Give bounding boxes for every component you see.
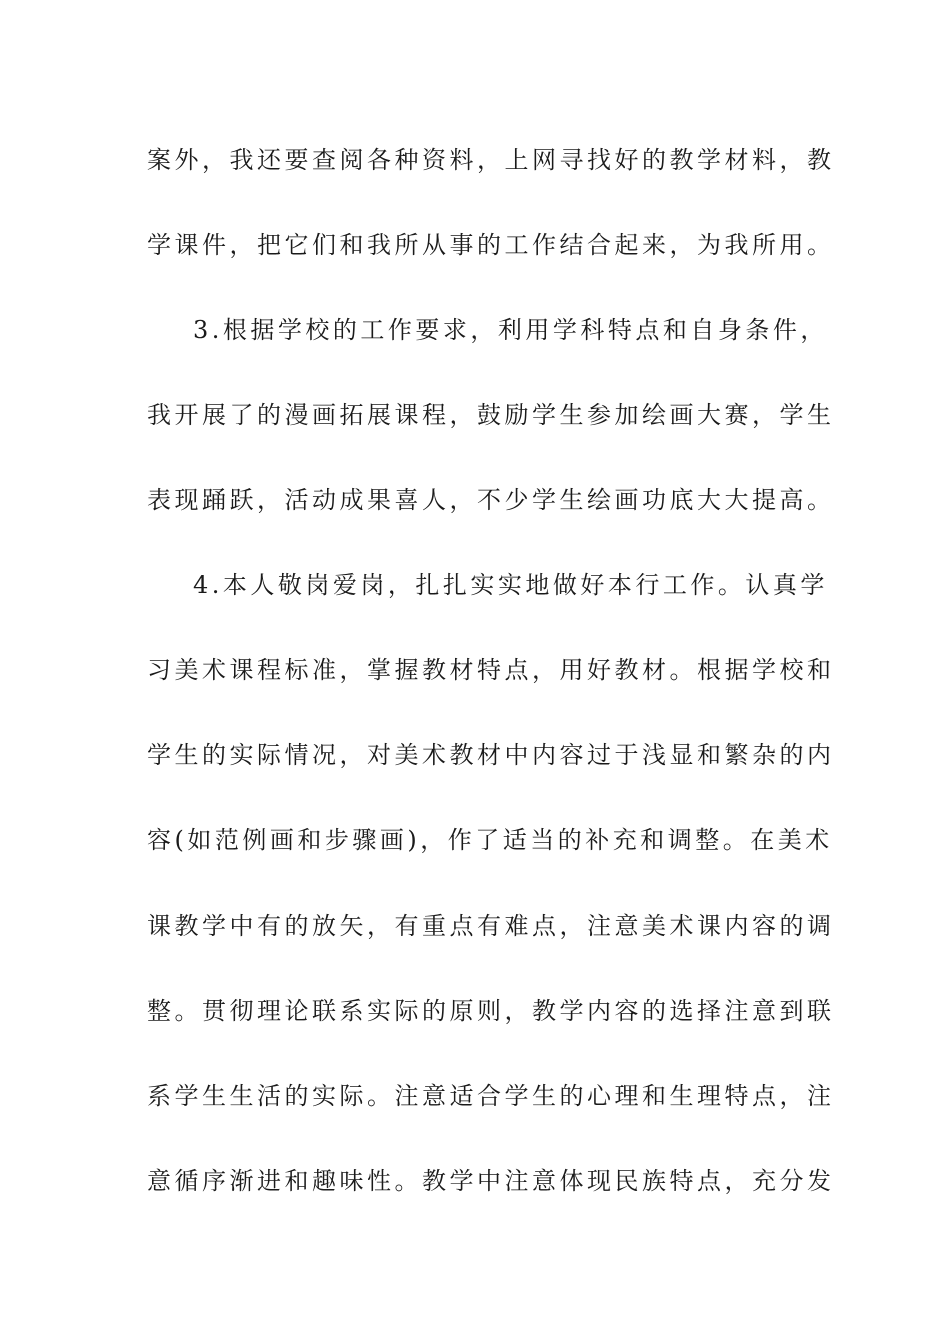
- text-line-3: 3.根据学校的工作要求，利用学科特点和自身条件，: [193, 316, 828, 344]
- text-line-8: 学生的实际情况，对美术教材中内容过于浅显和繁杂的内: [147, 741, 835, 769]
- text-line-1: 案外，我还要查阅各种资料，上网寻找好的教学材料，教: [147, 146, 835, 174]
- text-line-12: 系学生生活的实际。注意适合学生的心理和生理特点，注: [147, 1082, 835, 1110]
- text-line-4: 我开展了的漫画拓展课程，鼓励学生参加绘画大赛，学生: [147, 401, 835, 429]
- text-line-13: 意循序渐进和趣味性。教学中注意体现民族特点，充分发: [147, 1167, 835, 1195]
- text-line-2: 学课件，把它们和我所从事的工作结合起来，为我所用。: [147, 231, 835, 259]
- text-line-11: 整。贯彻理论联系实际的原则，教学内容的选择注意到联: [147, 997, 835, 1025]
- text-line-6: 4.本人敬岗爱岗，扎扎实实地做好本行工作。认真学: [193, 571, 828, 599]
- text-line-7: 习美术课程标准，掌握教材特点，用好教材。根据学校和: [147, 656, 835, 684]
- text-line-9: 容(如范例画和步骤画)，作了适当的补充和调整。在美术: [147, 826, 833, 854]
- text-line-5: 表现踊跃，活动成果喜人，不少学生绘画功底大大提高。: [147, 486, 835, 514]
- text-line-10: 课教学中有的放矢，有重点有难点，注意美术课内容的调: [147, 912, 835, 940]
